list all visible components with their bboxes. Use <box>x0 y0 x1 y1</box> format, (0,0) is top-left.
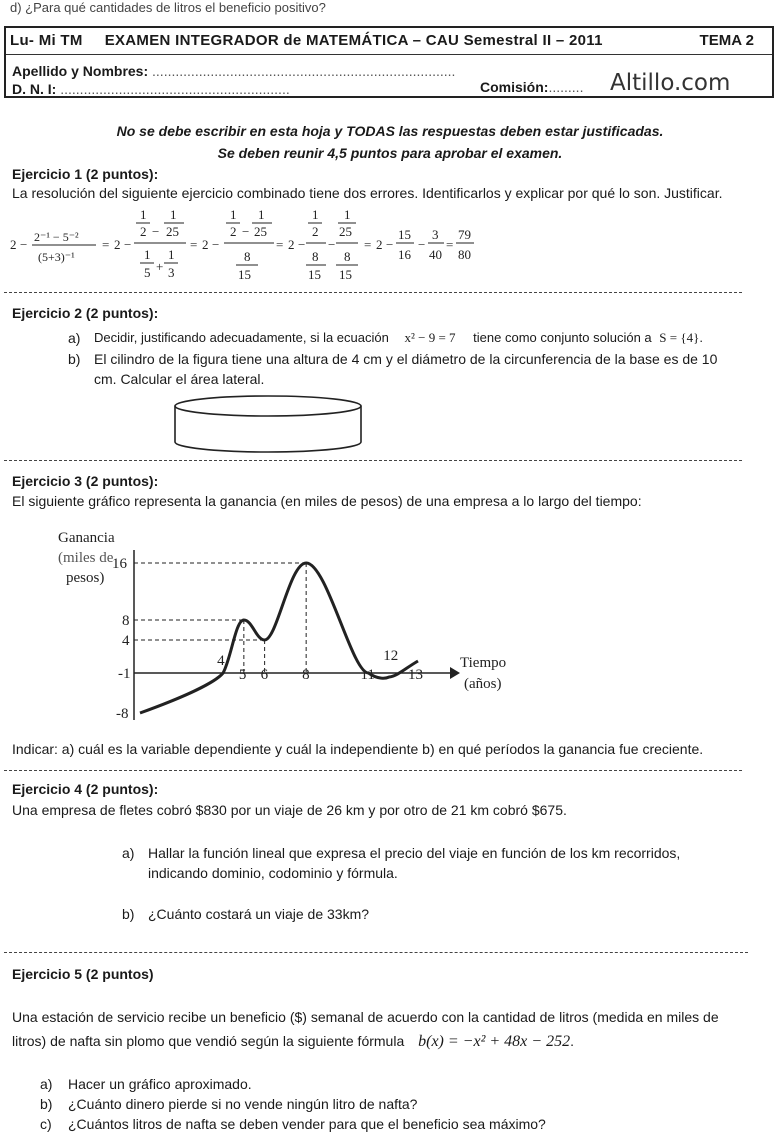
f1-2b: 2 <box>230 224 237 239</box>
y-tick-label-4: 4 <box>122 633 130 649</box>
y-tick-label--1: -1 <box>118 666 131 682</box>
f1-eq-4: = <box>364 237 372 252</box>
f1-16: 16 <box>398 247 411 262</box>
f1-eq-5: = <box>446 237 454 252</box>
cutoff-question: d) ¿Para qué cantidades de litros el beneficio positivo? <box>10 0 326 15</box>
f1-minus-g: − <box>418 237 426 252</box>
ej2-a-text-1: Decidir, justificando adecuadamente, si la ecuación <box>94 330 389 345</box>
f1-2c: 2 <box>312 224 319 239</box>
ej1-formula <box>8 205 478 285</box>
ej5-formula-end: . <box>570 1033 574 1049</box>
f1-25c: 25 <box>339 224 352 239</box>
f1-3b: 3 <box>432 227 439 242</box>
exam-header-line <box>10 32 603 49</box>
ej2-a-label: a) <box>68 330 81 346</box>
y-tick-label-8: 8 <box>122 613 130 629</box>
separator-4 <box>4 952 748 953</box>
ej2-b-label: b) <box>68 351 81 367</box>
y-tick-label-16: 16 <box>112 556 127 572</box>
comision-dots: ......... <box>548 79 584 95</box>
f1-two-d: 2 <box>288 237 295 252</box>
ej2-a-text <box>94 330 703 346</box>
ej2-a-set: S = {4} <box>659 330 700 345</box>
profit-chart <box>40 520 540 735</box>
dni-field <box>12 81 290 97</box>
x-tick-label-4: 4 <box>217 653 225 669</box>
f1-minus-c: − <box>212 237 220 252</box>
profit-curve <box>140 563 418 713</box>
f1-25b: 25 <box>254 224 267 239</box>
f1-1b: 1 <box>170 207 177 222</box>
ej5-text-2: litros) de nafta sin plomo que vendió según la siguiente fórmula <box>12 1033 405 1049</box>
instructions-note-2: Se deben reunir 4,5 puntos para aprobar el examen. <box>217 145 563 161</box>
ej3-title: Ejercicio 3 (2 puntos): <box>12 473 159 489</box>
header-divider <box>6 54 772 55</box>
f1-frac0-num: 2⁻¹ − 5⁻² <box>34 230 79 244</box>
x-tick-label-6: 6 <box>260 667 269 683</box>
ej3-question: Indicar: a) cuál es la variable dependiente y cuál la independiente b) en qué períodos la ganancia fue creciente. <box>12 741 704 757</box>
y-tick-label--8: -8 <box>116 706 129 722</box>
f1-1c: 1 <box>144 247 151 262</box>
f1-25a: 25 <box>166 224 179 239</box>
f1-80: 80 <box>458 247 471 262</box>
ej5-b-label: b) <box>40 1096 53 1112</box>
comision-field <box>480 79 583 95</box>
f1-1f: 1 <box>258 207 265 222</box>
f1-eq-2: = <box>190 237 198 252</box>
ej3-text: El siguiente gráfico representa la ganancia (en miles de pesos) de una empresa a lo largo del tiempo: <box>12 493 642 509</box>
ej2-b-text-1: El cilindro de la figura tiene una altura de 4 cm y el diámetro de la circunferencia de la base es de 10 <box>94 351 718 367</box>
ej4-b-label: b) <box>122 906 135 922</box>
f1-1g: 1 <box>312 207 319 222</box>
ej4-b-text: ¿Cuánto costará un viaje de 33km? <box>148 906 370 922</box>
ej4-text: Una empresa de fletes cobró $830 por un viaje de 26 km y por otro de 21 km cobró $675. <box>12 802 567 818</box>
apellido-dots: .............................................................................. <box>152 63 456 79</box>
ej2-b-text-2: cm. Calcular el área lateral. <box>94 371 265 387</box>
f1-8c: 8 <box>344 249 351 264</box>
x-axis-label-line-1: Tiempo <box>460 655 507 671</box>
ej2-a-equation: x² − 9 = 7 <box>404 330 456 345</box>
apellido-field <box>12 63 455 79</box>
dni-dots: ........................................................... <box>60 81 290 97</box>
f1-minus-b: − <box>124 237 132 252</box>
ej1-text: La resolución del siguiente ejercicio combinado tiene dos errores. Identificarlos y explicar por qué lo son. Justificar. <box>12 185 723 201</box>
f1-1d: 1 <box>168 247 175 262</box>
y-axis-label-line-2: (miles de <box>58 550 114 566</box>
ej5-c-text: ¿Cuántos litros de nafta se deben vender para que el beneficio sea máximo? <box>68 1116 546 1132</box>
ej1-title: Ejercicio 1 (2 puntos): <box>12 166 159 182</box>
ej5-c-label: c) <box>40 1116 52 1132</box>
ej4-a-text-1: Hallar la función lineal que expresa el precio del viaje en función de los km recorridos, <box>148 845 681 861</box>
f1-minus-f: − <box>386 237 394 252</box>
f1-minus-a: − <box>20 237 28 252</box>
f1-minus-e: − <box>328 237 336 252</box>
f1-1a: 1 <box>140 207 147 222</box>
tema-label: TEMA 2 <box>699 32 754 49</box>
f1-minus-d: − <box>298 237 306 252</box>
x-tick-label-13: 13 <box>408 667 423 683</box>
f1-15b: 15 <box>308 267 321 282</box>
f1-two-c: 2 <box>202 237 209 252</box>
ej2-a-end: . <box>699 330 703 345</box>
f1-frac0-den: (5+3)⁻¹ <box>38 250 75 264</box>
exam-title: EXAMEN INTEGRADOR de MATEMÁTICA – CAU Semestral II – 2011 <box>104 32 603 49</box>
ej2-a-text-2: tiene como conjunto solución a <box>473 330 652 345</box>
ej4-a-text-2: indicando dominio, codominio y fórmula. <box>148 865 398 881</box>
ej5-text-2-line <box>12 1033 574 1051</box>
x-tick-label-5: 5 <box>238 667 247 683</box>
ej5-formula: b(x) = −x² + 48x − 252 <box>418 1033 571 1050</box>
separator-2 <box>4 460 742 461</box>
altillo-logo: Altillo.com <box>610 70 731 96</box>
course-code: Lu- Mi TM <box>10 32 83 49</box>
f1-1h: 1 <box>344 207 351 222</box>
f1-8a: 8 <box>244 249 251 264</box>
f1-3a: 3 <box>168 265 175 280</box>
ej5-a-text: Hacer un gráfico aproximado. <box>68 1076 252 1092</box>
f1-15c: 15 <box>339 267 352 282</box>
ej5-title: Ejercicio 5 (2 puntos) <box>12 966 154 982</box>
f1-two-e: 2 <box>376 237 383 252</box>
f1-15d: 15 <box>398 227 411 242</box>
separator-3 <box>4 770 742 771</box>
ej2-title: Ejercicio 2 (2 puntos): <box>12 305 159 321</box>
separator-1 <box>4 292 742 293</box>
x-axis-arrow <box>450 667 460 679</box>
y-axis-label-line-3: pesos) <box>66 570 105 586</box>
f1-8b: 8 <box>312 249 319 264</box>
f1-two-b: 2 <box>114 237 121 252</box>
f1-two-a: 2 <box>10 237 17 252</box>
f1-plus: + <box>156 259 164 274</box>
f1-40: 40 <box>429 247 442 262</box>
dni-label: D. N. I: <box>12 81 57 97</box>
apellido-label: Apellido y Nombres: <box>12 63 149 79</box>
x-axis-label-line-2: (años) <box>464 676 502 692</box>
x-tick-label-12: 12 <box>383 648 399 664</box>
cylinder-figure <box>170 392 370 456</box>
f1-minus-1: − <box>152 224 160 239</box>
f1-eq-1: = <box>102 237 110 252</box>
ej4-title: Ejercicio 4 (2 puntos): <box>12 781 159 797</box>
f1-1e: 1 <box>230 207 237 222</box>
ej4-a-label: a) <box>122 845 135 861</box>
x-tick-label-8: 8 <box>302 667 310 683</box>
y-axis-label-line-1: Ganancia <box>58 530 115 546</box>
comision-label: Comisión: <box>480 79 549 95</box>
f1-eq-3: = <box>276 237 284 252</box>
x-tick-label-11: 11 <box>360 667 375 683</box>
f1-minus-2: − <box>242 224 250 239</box>
ej5-a-label: a) <box>40 1076 53 1092</box>
f1-15a: 15 <box>238 267 251 282</box>
f1-79: 79 <box>458 227 471 242</box>
instructions-note-1: No se debe escribir en esta hoja y TODAS las respuestas deben estar justificadas. <box>116 123 664 139</box>
f1-2a: 2 <box>140 224 147 239</box>
f1-5a: 5 <box>144 265 151 280</box>
ej5-text-1: Una estación de servicio recibe un beneficio ($) semanal de acuerdo con la cantidad de litros (medida en miles de <box>12 1009 719 1025</box>
ej5-b-text: ¿Cuánto dinero pierde si no vende ningún litro de nafta? <box>68 1096 418 1112</box>
